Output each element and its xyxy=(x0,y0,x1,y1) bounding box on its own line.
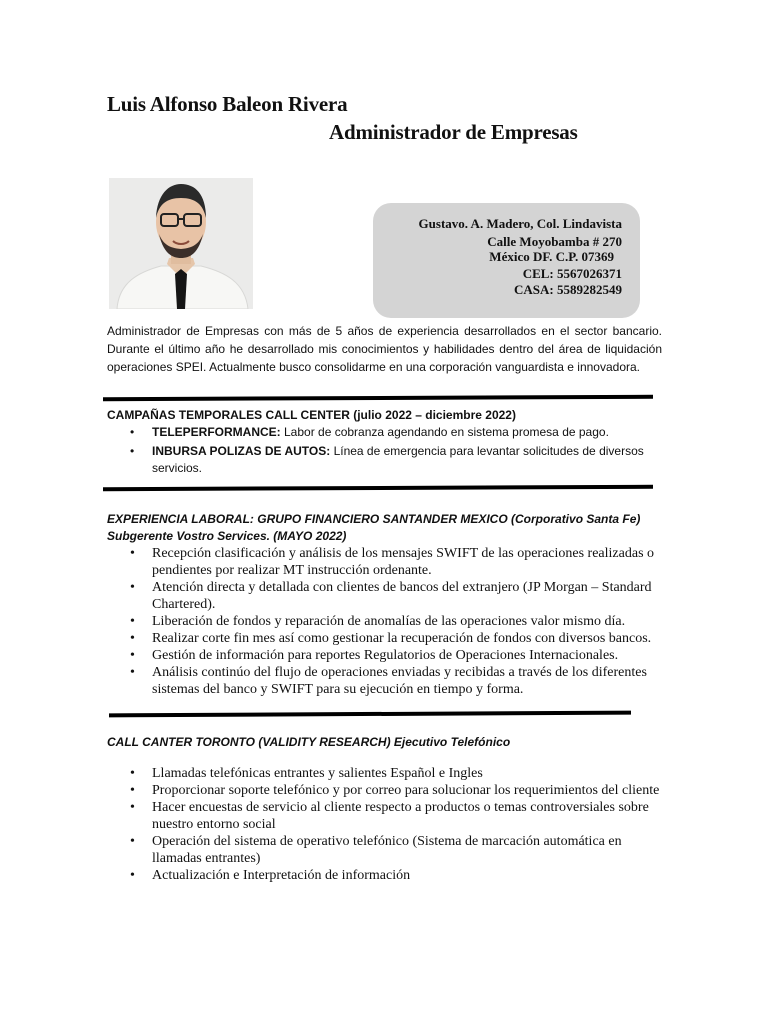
list-item: • Gestión de información para reportes Regulatorios de Operaciones Internacionales. xyxy=(130,648,619,663)
list-item: • Recepción clasificación y análisis de los mensajes SWIFT de las operaciones realizadas o pendientes por realizar MT instrucción ordenante. xyxy=(130,546,655,578)
section-divider xyxy=(109,711,631,718)
list-item: • Actualización e Interpretación de información xyxy=(130,868,411,883)
candidate-title: Administrador de Empresas xyxy=(329,120,578,144)
list-item: • Atención directa y detallada con clientes de bancos del extranjero (JP Morgan – Standard Chartered). xyxy=(130,580,652,612)
job-subheading: Subgerente Vostro Services. (MAYO 2022) xyxy=(107,529,347,543)
santander-duties-list xyxy=(128,545,663,698)
contact-street: Calle Moyobamba # 270 xyxy=(487,234,622,249)
contact-box xyxy=(373,203,640,318)
contact-cell: CEL: 5567026371 xyxy=(522,266,622,281)
list-item: • Operación del sistema de operativo telefónico (Sistema de marcación automática en llamadas entrantes) xyxy=(130,834,622,866)
contact-home-phone: CASA: 5589282549 xyxy=(514,282,622,297)
toronto-duties-list xyxy=(128,765,663,884)
list-item: • Llamadas telefónicas entrantes y salientes Español e Ingles xyxy=(130,766,483,781)
section-heading-experience: EXPERIENCIA LABORAL: GRUPO FINANCIERO SANTANDER MEXICO (Corporativo Santa Fe) xyxy=(107,512,641,526)
contact-address: Gustavo. A. Madero, Col. Lindavista xyxy=(418,216,622,231)
contact-city: México DF. C.P. 07369 xyxy=(489,249,614,264)
list-item: • Hacer encuestas de servicio al cliente respecto a productos o temas controversiales sobre nuestro entorno social xyxy=(130,800,649,832)
profile-photo xyxy=(109,178,253,309)
section-heading-call-center: CAMPAÑAS TEMPORALES CALL CENTER (julio 2022 – diciembre 2022) xyxy=(107,408,516,422)
section-heading-call-canter: CALL CANTER TORONTO (VALIDITY RESEARCH) Ejecutivo Telefónico xyxy=(107,735,511,749)
section-divider xyxy=(103,485,653,491)
profile-photo-image xyxy=(109,178,253,309)
list-item: • INBURSA POLIZAS DE AUTOS: Línea de emergencia para levantar solicitudes de diversos servicios. xyxy=(130,444,644,475)
list-item: • Análisis continúo del flujo de operaciones enviadas y recibidas a través de los diferentes sistemas del banco y SWIFT para su ejecución en tiempo y forma. xyxy=(130,665,647,697)
candidate-name: Luis Alfonso Baleon Rivera xyxy=(107,92,348,116)
list-item: • TELEPERFORMANCE: Labor de cobranza agendando en sistema promesa de pago. xyxy=(130,425,609,439)
profile-summary: Administrador de Empresas con más de 5 años de experiencia desarrollados en el sector bancario. Durante el último año he desarrollado mis conocimientos y habilidades dentro del área de liquidación operaciones SPEI. Actualmente busco consolidarme en una corporación vanguardista e innovadora. xyxy=(107,324,662,374)
section-divider xyxy=(103,395,653,401)
list-item: • Proporcionar soporte telefónico y por correo para solucionar los requerimientos del cliente xyxy=(130,783,660,798)
call-center-list xyxy=(128,424,663,479)
list-item: • Realizar corte fin mes así como gestionar la recuperación de fondos con diversos bancos. xyxy=(130,631,652,646)
list-item: • Liberación de fondos y reparación de anomalías de las operaciones valor mismo día. xyxy=(130,614,626,629)
